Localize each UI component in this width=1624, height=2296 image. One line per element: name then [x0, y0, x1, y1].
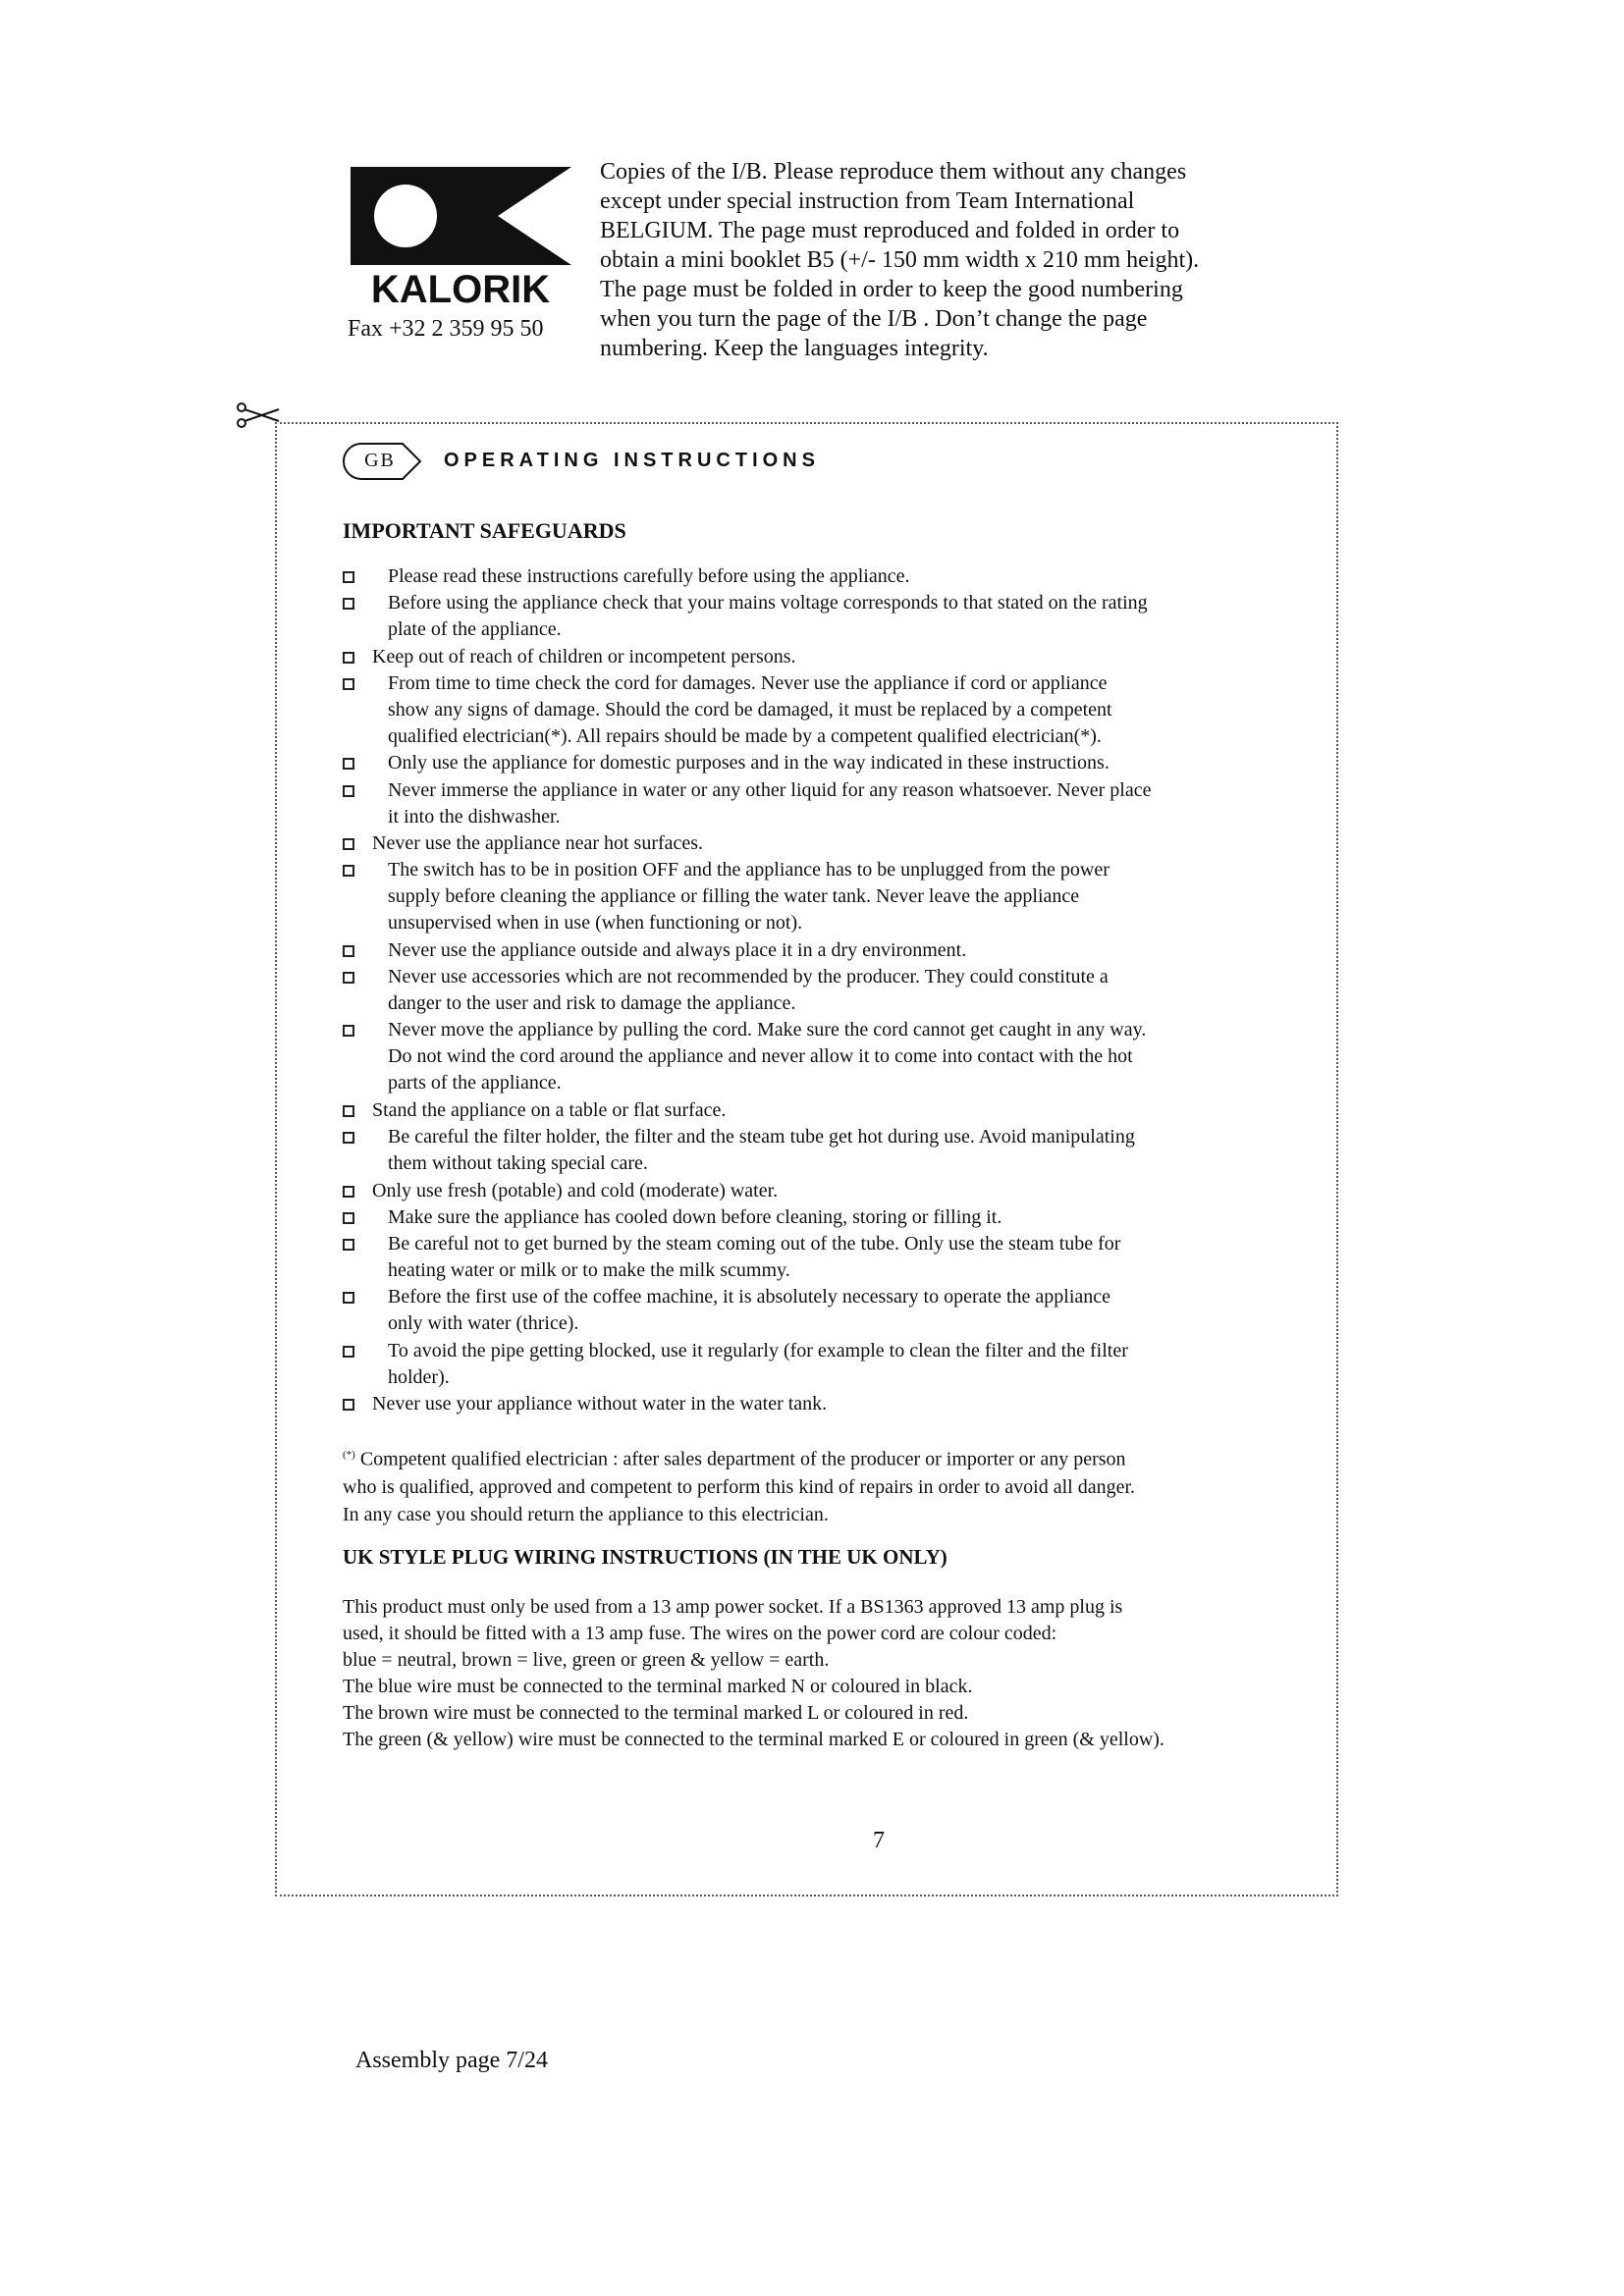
- footnote-line: In any case you should return the appliance to this electrician.: [343, 1503, 829, 1525]
- safeguard-line: From time to time check the cord for damages. Never use the appliance if cord or appliance: [388, 671, 1108, 694]
- checkbox-bullet-icon: [343, 571, 354, 583]
- uk-plug-line: The green (& yellow) wire must be connected to the terminal marked E or coloured in green (& yellow).: [343, 1729, 1164, 1750]
- safeguard-line: Stand the appliance on a table or flat surface.: [372, 1099, 727, 1121]
- safeguard-item: [343, 1284, 1110, 1337]
- safeguard-item: [343, 830, 703, 857]
- logo-wordmark: KALORIK: [370, 268, 551, 308]
- kalorik-logo: [351, 167, 574, 308]
- checkbox-bullet-icon: [343, 1025, 354, 1037]
- uk-plug-line: This product must only be used from a 13 amp power socket. If a BS1363 approved 13 amp plug is: [343, 1596, 1123, 1618]
- checkbox-bullet-icon: [343, 598, 354, 610]
- safeguard-item: [343, 777, 1151, 830]
- intro-line: The page must be folded in order to keep the good numbering: [600, 277, 1183, 302]
- safeguard-item: [343, 644, 796, 670]
- safeguard-line: Be careful the filter holder, the filter and the steam tube get hot during use. Avoid manipulating: [388, 1126, 1135, 1148]
- safeguard-line: Do not wind the cord around the appliance and never allow it to come into contact with the hot: [388, 1045, 1133, 1068]
- safeguard-item: [343, 964, 1109, 1017]
- uk-plug-line: blue = neutral, brown = live, green or green & yellow = earth.: [343, 1649, 830, 1671]
- safeguard-line: Before using the appliance check that your mains voltage corresponds to that stated on the rating: [388, 592, 1148, 614]
- checkbox-bullet-icon: [343, 652, 354, 664]
- safeguard-line: them without taking special care.: [388, 1152, 648, 1175]
- safeguard-item: [343, 750, 1110, 776]
- safeguard-item: [343, 1178, 778, 1204]
- intro-line: numbering. Keep the languages integrity.: [600, 336, 989, 361]
- checkbox-bullet-icon: [343, 1346, 354, 1358]
- safeguard-item: [343, 670, 1112, 750]
- uk-plug-line: The brown wire must be connected to the terminal marked L or coloured in red.: [343, 1702, 969, 1724]
- checkbox-bullet-icon: [343, 1292, 354, 1304]
- reproduction-instructions: [600, 157, 1287, 363]
- safeguards-heading: IMPORTANT SAFEGUARDS: [343, 518, 626, 543]
- safeguard-line: holder).: [388, 1365, 450, 1388]
- checkbox-bullet-icon: [343, 945, 354, 957]
- safeguard-line: show any signs of damage. Should the cord be damaged, it must be replaced by a competent: [388, 698, 1112, 721]
- safeguard-item: [343, 1017, 1146, 1096]
- safeguard-line: Please read these instructions carefully before using the appliance.: [388, 565, 910, 587]
- checkbox-bullet-icon: [343, 1105, 354, 1117]
- checkbox-bullet-icon: [343, 1212, 354, 1224]
- safeguard-item: [343, 1231, 1120, 1284]
- safeguard-line: Never immerse the appliance in water or any other liquid for any reason whatsoever. Never place: [388, 778, 1152, 801]
- safeguard-line: Keep out of reach of children or incompetent persons.: [372, 645, 796, 667]
- safeguard-line: Never use accessories which are not recommended by the producer. They could constitute a: [388, 966, 1109, 988]
- safeguard-line: Only use the appliance for domestic purposes and in the way indicated in these instructions.: [388, 752, 1110, 774]
- assembly-page-label: Assembly page 7/24: [355, 2048, 548, 2073]
- safeguard-line: Make sure the appliance has cooled down before cleaning, storing or filling it.: [388, 1205, 1002, 1228]
- safeguard-line: To avoid the pipe getting blocked, use it regularly (for example to clean the filter and the filter: [388, 1339, 1128, 1362]
- safeguard-line: only with water (thrice).: [388, 1312, 579, 1335]
- safeguard-line: Never move the appliance by pulling the cord. Make sure the cord cannot get caught in any way.: [388, 1019, 1147, 1041]
- safeguard-item: [343, 857, 1110, 936]
- safeguard-item: [343, 1124, 1135, 1177]
- safeguard-line: Before the first use of the coffee machine, it is absolutely necessary to operate the appliance: [388, 1286, 1111, 1308]
- safeguard-line: Only use fresh (potable) and cold (moderate) water.: [372, 1179, 779, 1201]
- safeguard-item: [343, 1338, 1128, 1391]
- checkbox-bullet-icon: [343, 838, 354, 850]
- language-badge: GB: [364, 450, 396, 471]
- footnote-line: who is qualified, approved and competent to perform this kind of repairs in order to avoid all danger.: [343, 1475, 1136, 1498]
- safeguard-item: [343, 1097, 726, 1124]
- safeguard-line: heating water or milk or to make the milk scummy.: [388, 1259, 790, 1281]
- intro-line: when you turn the page of the I/B . Don’t change the page: [600, 306, 1148, 332]
- safeguard-item: [343, 937, 966, 964]
- section-title: OPERATING INSTRUCTIONS: [444, 450, 820, 471]
- safeguard-line: Never use your appliance without water in the water tank.: [372, 1393, 828, 1415]
- safeguard-line: danger to the user and risk to damage the appliance.: [388, 992, 796, 1014]
- checkbox-bullet-icon: [343, 758, 354, 770]
- page-number: 7: [873, 1828, 885, 1853]
- checkbox-bullet-icon: [343, 972, 354, 984]
- safeguard-item: [343, 590, 1148, 643]
- intro-line: except under special instruction from Team International: [600, 188, 1135, 214]
- safeguard-line: it into the dishwasher.: [388, 805, 561, 828]
- safeguard-line: unsupervised when in use (when functioning or not).: [388, 912, 803, 934]
- uk-plug-heading: UK STYLE PLUG WIRING INSTRUCTIONS (IN THE UK ONLY): [343, 1545, 947, 1569]
- safeguard-line: Never use the appliance near hot surfaces.: [372, 832, 704, 854]
- checkbox-bullet-icon: [343, 678, 354, 690]
- uk-plug-line: used, it should be fitted with a 13 amp fuse. The wires on the power cord are colour coded:: [343, 1623, 1057, 1644]
- safeguard-item: [343, 1204, 1001, 1231]
- checkbox-bullet-icon: [343, 1132, 354, 1144]
- checkbox-bullet-icon: [343, 785, 354, 797]
- footnote-text: Competent qualified electrician : after sales department of the producer or importer or any person: [354, 1448, 1126, 1470]
- checkbox-bullet-icon: [343, 865, 354, 877]
- intro-line: BELGIUM. The page must reproduced and folded in order to: [600, 218, 1180, 243]
- uk-plug-line: The blue wire must be connected to the terminal marked N or coloured in black.: [343, 1676, 973, 1697]
- safeguard-line: plate of the appliance.: [388, 618, 562, 641]
- safeguard-line: Never use the appliance outside and always place it in a dry environment.: [388, 938, 967, 961]
- intro-line: Copies of the I/B. Please reproduce them without any changes: [600, 159, 1187, 185]
- safeguard-line: qualified electrician(*). All repairs should be made by a competent qualified electrician(*).: [388, 724, 1102, 747]
- uk-plug-instructions: [343, 1594, 1164, 1753]
- checkbox-bullet-icon: [343, 1239, 354, 1251]
- safeguard-line: Be careful not to get burned by the steam coming out of the tube. Only use the steam tube for: [388, 1233, 1121, 1255]
- intro-line: obtain a mini booklet B5 (+/- 150 mm width x 210 mm height).: [600, 247, 1200, 273]
- footnote: [343, 1441, 1135, 1528]
- safeguard-item: [343, 1391, 827, 1417]
- fax-number: Fax +32 2 359 95 50: [348, 316, 544, 342]
- safeguard-line: The switch has to be in position OFF and the appliance has to be unplugged from the power: [388, 859, 1110, 881]
- checkbox-bullet-icon: [343, 1399, 354, 1411]
- safeguard-line: parts of the appliance.: [388, 1072, 562, 1095]
- safeguard-item: [343, 563, 909, 590]
- checkbox-bullet-icon: [343, 1186, 354, 1198]
- footnote-marker: (*): [343, 1449, 355, 1461]
- safeguard-line: supply before cleaning the appliance or filling the water tank. Never leave the appliance: [388, 885, 1080, 908]
- footnote-line: [343, 1441, 1135, 1473]
